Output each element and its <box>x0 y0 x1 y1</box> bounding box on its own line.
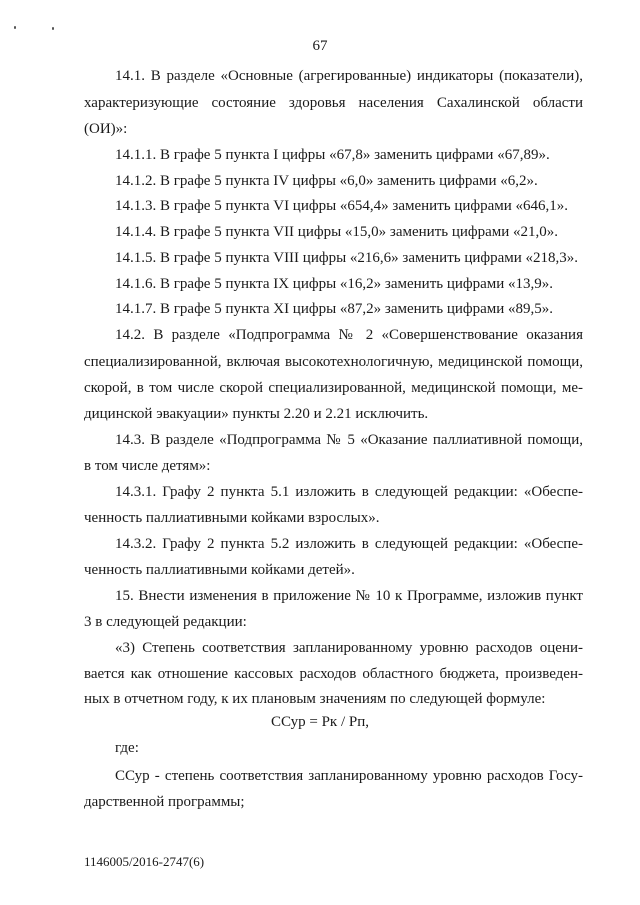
clause-3-line-2: вается как отношение кассовых расходов областного бюджета, произведен- <box>84 666 583 682</box>
clause-3-line-1: «3) Степень соответствия запланированному уровню расходов оцени- <box>115 640 583 656</box>
clause-3-line-3: ных в отчетном году, к их плановым значениям по следующей формуле: <box>84 691 546 707</box>
paragraph-14-3-2-line-2: ченность паллиативными койками детей». <box>84 562 355 578</box>
item-14-1-7: 14.1.7. В графе 5 пункта XI цифры «87,2» заменить цифрами «89,5». <box>115 301 554 317</box>
paragraph-14-2-line-3: скорой, в том числе скорой специализированной, медицинской помощи, ме- <box>84 380 583 396</box>
definition-line-2: дарственной программы; <box>84 794 245 810</box>
item-14-1-6: 14.1.6. В графе 5 пункта IX цифры «16,2» заменить цифрами «13,9». <box>115 276 554 292</box>
paragraph-14-1-line-3: (ОИ)»: <box>84 121 128 137</box>
paragraph-14-2-line-1: 14.2. В разделе «Подпрограмма № 2 «Совершенствование оказания <box>115 327 583 343</box>
paragraph-14-1-line-1: 14.1. В разделе «Основные (агрегированные) индикаторы (показатели), <box>115 68 583 84</box>
definition-line-1: ССур - степень соответствия запланированному уровню расходов Госу- <box>115 768 583 784</box>
paragraph-14-3-1-line-1: 14.3.1. Графу 2 пункта 5.1 изложить в следующей редакции: «Обеспе- <box>115 484 583 500</box>
page-number: 67 <box>312 38 328 54</box>
item-14-1-1: 14.1.1. В графе 5 пункта I цифры «67,8» заменить цифрами «67,89». <box>115 147 550 163</box>
item-14-1-4: 14.1.4. В графе 5 пункта VII цифры «15,0» заменить цифрами «21,0». <box>115 224 559 240</box>
paragraph-14-2-line-2: специализированной, включая высокотехнологичную, медицинской помощи, <box>84 354 583 370</box>
paragraph-14-3-2-line-1: 14.3.2. Графу 2 пункта 5.2 изложить в следующей редакции: «Обеспе- <box>115 536 583 552</box>
paragraph-15-line-2: 3 в следующей редакции: <box>84 614 247 630</box>
paragraph-14-3-line-1: 14.3. В разделе «Подпрограмма № 5 «Оказание паллиативной помощи, <box>115 432 583 448</box>
paragraph-14-3-1-line-2: ченность паллиативными койками взрослых». <box>84 510 380 526</box>
item-14-1-5: 14.1.5. В графе 5 пункта VIII цифры «216,6» заменить цифрами «218,3». <box>115 250 579 266</box>
paragraph-14-1-line-2: характеризующие состояние здоровья населения Сахалинской области <box>84 95 583 111</box>
paragraph-15-line-1: 15. Внести изменения в приложение № 10 к Программе, изложив пункт <box>115 588 583 604</box>
scan-speck <box>52 27 54 30</box>
where-label: где: <box>115 740 139 756</box>
document-code: 1146005/2016-2747(6) <box>84 854 205 869</box>
paragraph-14-2-line-4: дицинской эвакуации» пункты 2.20 и 2.21 исключить. <box>84 406 429 422</box>
formula: ССур = Рк / Рп, <box>270 714 369 730</box>
paragraph-14-3-line-2: в том числе детям»: <box>84 458 211 474</box>
item-14-1-3: 14.1.3. В графе 5 пункта VI цифры «654,4» заменить цифрами «646,1». <box>115 198 569 214</box>
scan-speck <box>14 26 16 29</box>
item-14-1-2: 14.1.2. В графе 5 пункта IV цифры «6,0» заменить цифрами «6,2». <box>115 173 538 189</box>
